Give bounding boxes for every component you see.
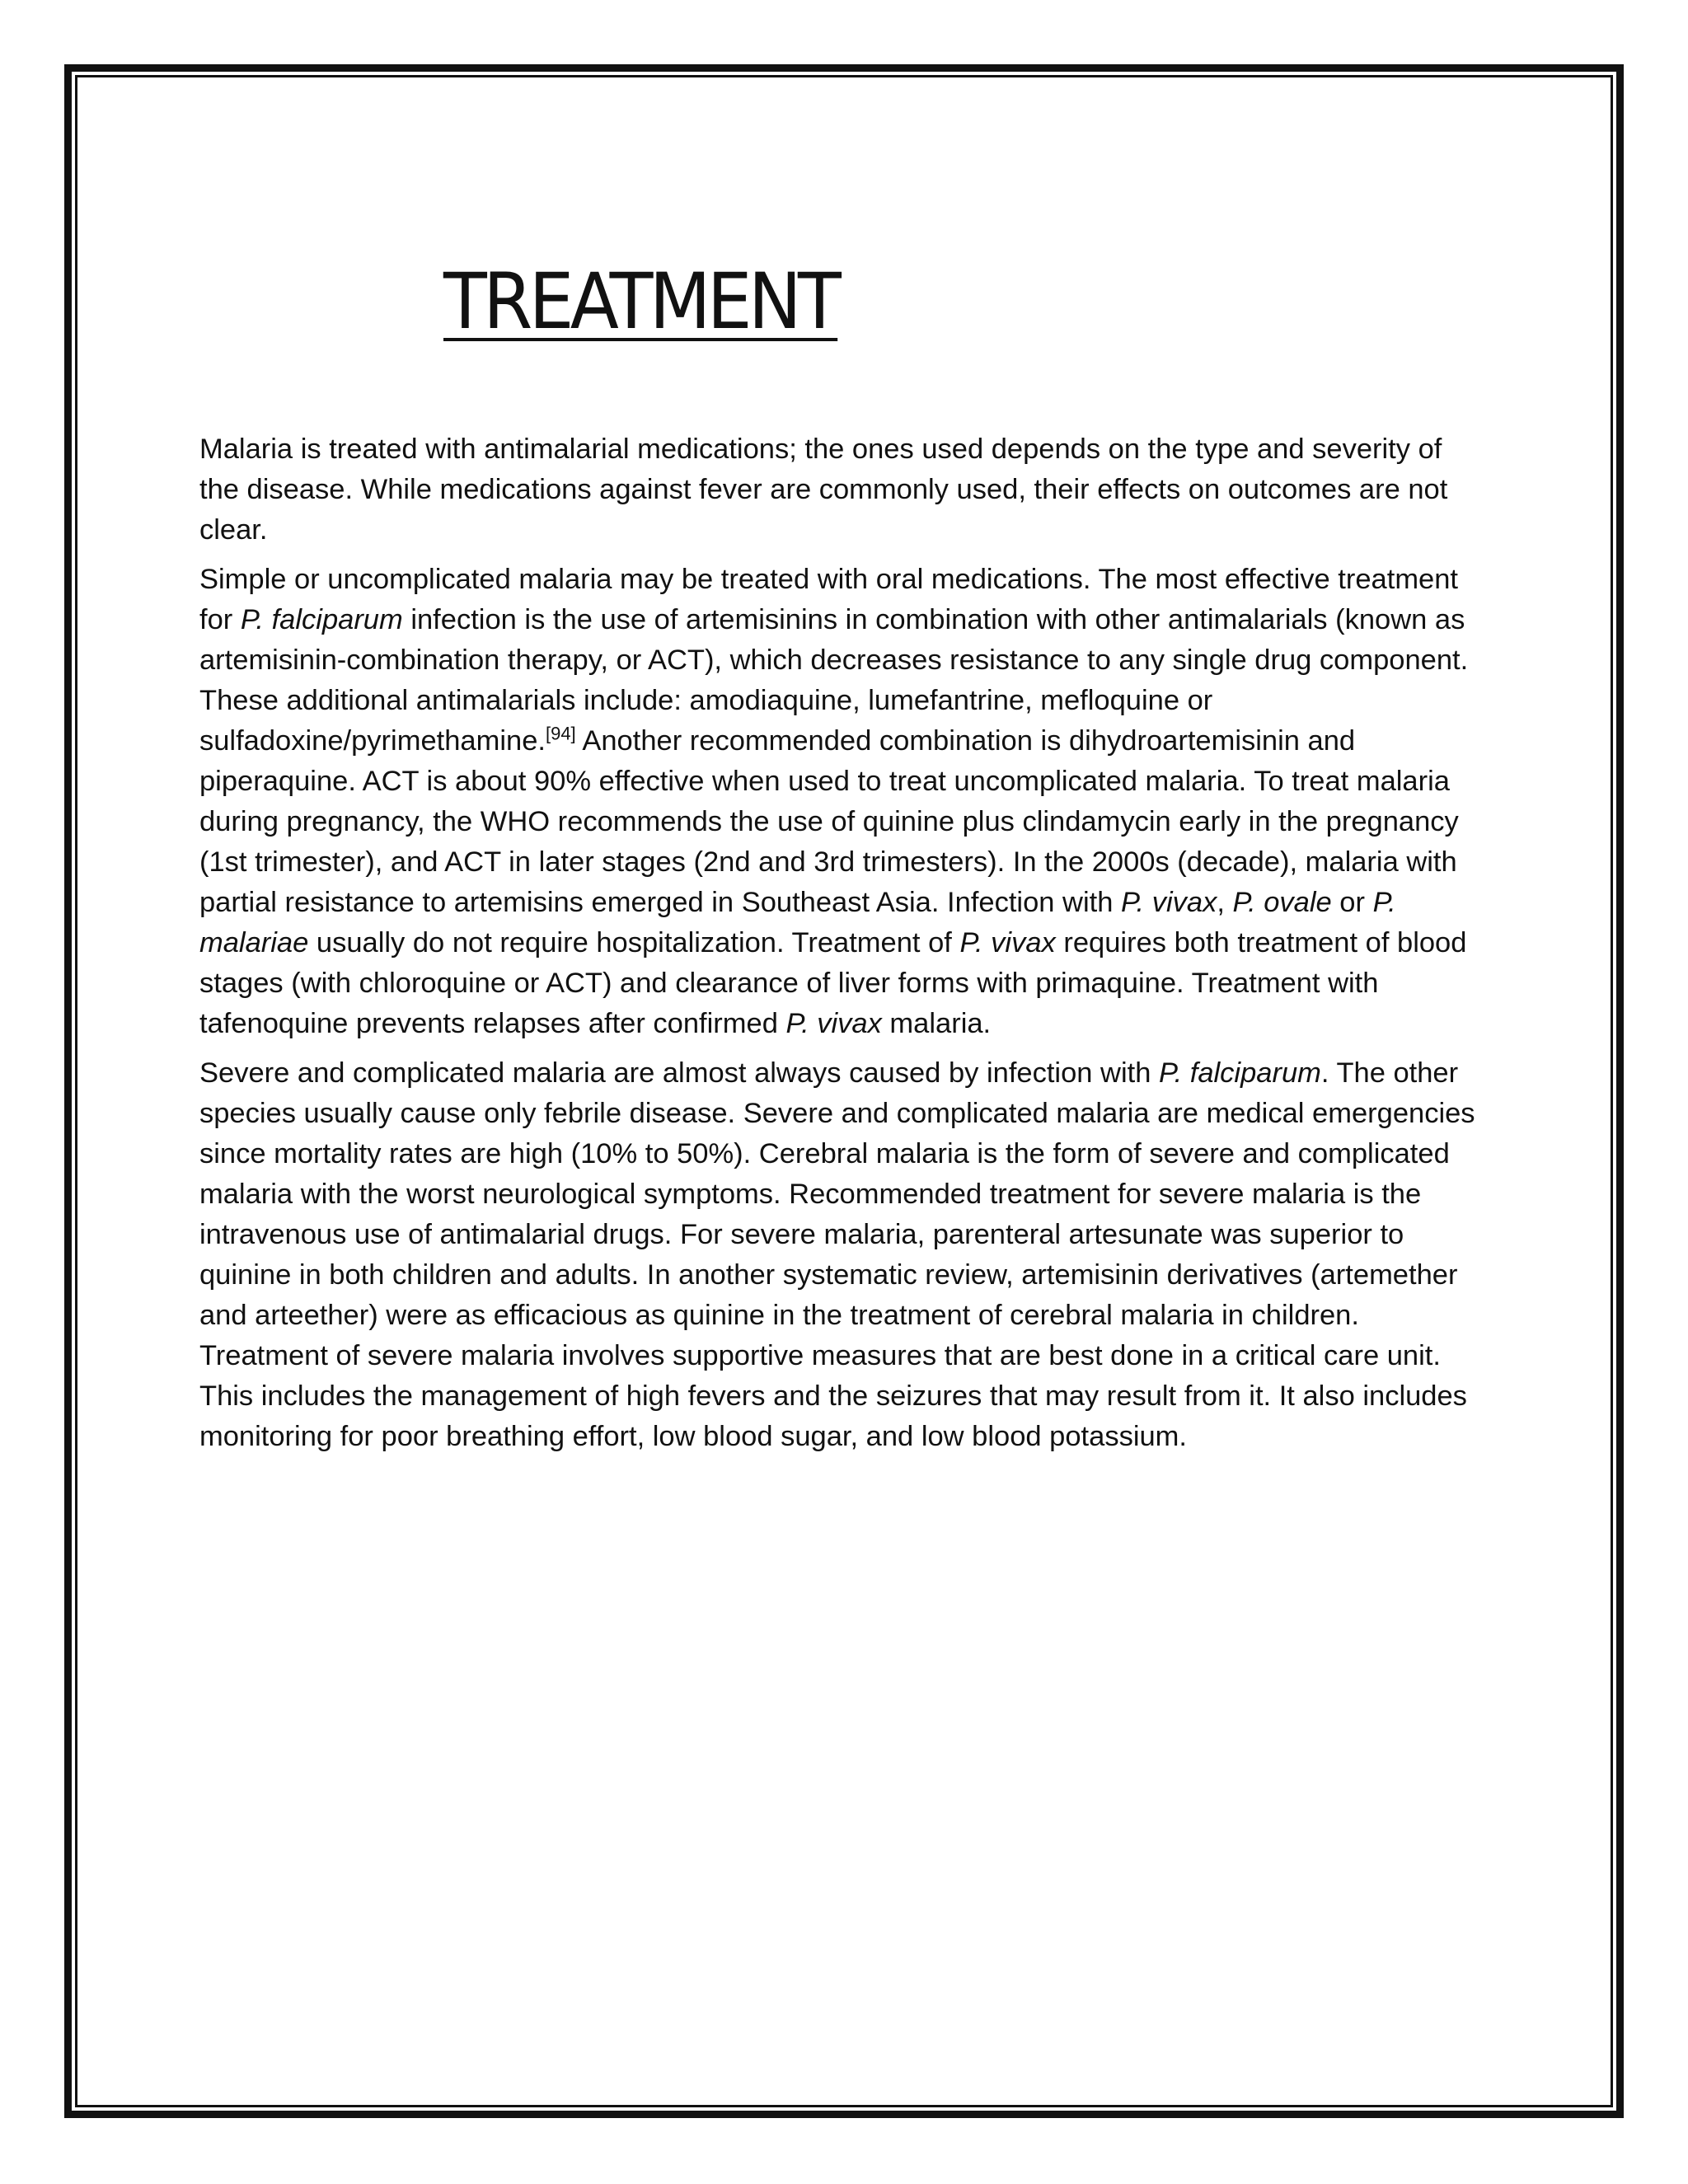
species-name: P. ovale	[1232, 887, 1332, 918]
species-name: P. vivax	[1120, 887, 1217, 918]
text-run: or	[1331, 887, 1373, 918]
text-run: . The other species usually cause only febrile disease. Severe and complicated malaria are medical emergencies since mortality rates are high (10% to 50%). Cerebral malaria is the form of severe and complicated malaria with the worst neurological symptoms. Recommended treatment for severe malaria is the intravenous use of antimalarial drugs. For severe malaria, parenteral artesunate was superior to quinine in both children and adults. In another systematic review, artemisinin derivatives (artemether and arteether) were as efficacious as quinine in the treatment of cerebral malaria in children. Treatment of severe malaria involves supportive measures that are best done in a critical care unit. This includes the management of high fevers and the seizures that may result from it. It also includes monitoring for poor breathing effort, low blood sugar, and low blood potassium.	[199, 1057, 1475, 1452]
text-run: Simple or uncomplicated malaria may be treated with oral medications. The most effective treatment for	[199, 564, 1459, 635]
species-name: P. malariae	[199, 887, 1396, 958]
reference-marker: [94]	[545, 723, 576, 744]
species-name: P. falciparum	[240, 604, 403, 635]
text-run: Severe and complicated malaria are almost always caused by infection with	[199, 1057, 1159, 1089]
species-name: P. vivax	[959, 927, 1056, 958]
paragraph-uncomplicated	[199, 560, 1485, 1044]
text-run: usually do not require hospitalization. Treatment of	[308, 927, 960, 958]
text-run: infection is the use of artemisinins in combination with other antimalarials (known as artemisinin-combination therapy, or ACT), which decreases resistance to any single drug component. These additional antimalarials include: amodiaquine, lumefantrine, mefloquine or sulfadoxine/pyrimethamine.	[199, 604, 1469, 757]
text-run: ,	[1217, 887, 1233, 918]
text-run: requires both treatment of blood stages (with chloroquine or ACT) and clearance of liver forms with primaquine. Treatment with tafenoquine prevents relapses after confirmed	[199, 927, 1467, 1039]
text-run: Another recommended combination is dihydroartemisinin and piperaquine. ACT is about 90% effective when used to treat uncomplicated malaria. To treat malaria during pregnancy, the WHO recommends the use of quinine plus clindamycin early in the pregnancy (1st trimester), and ACT in later stages (2nd and 3rd trimesters). In the 2000s (decade), malaria with partial resistance to artemisins emerged in Southeast Asia. Infection with	[199, 725, 1459, 918]
page-title: TREATMENT	[443, 257, 838, 347]
species-name: P. falciparum	[1159, 1057, 1321, 1089]
paragraph-intro-text: Malaria is treated with antimalarial medications; the ones used depends on the type and severity of the disease. While medications against fever are commonly used, their effects on outcomes are not clear.	[199, 434, 1448, 546]
text-run: malaria.	[881, 1008, 992, 1039]
paragraph-severe	[199, 1053, 1485, 1457]
species-name: P. vivax	[785, 1008, 882, 1039]
paragraph-intro	[199, 429, 1485, 551]
document-body	[199, 429, 1485, 1466]
